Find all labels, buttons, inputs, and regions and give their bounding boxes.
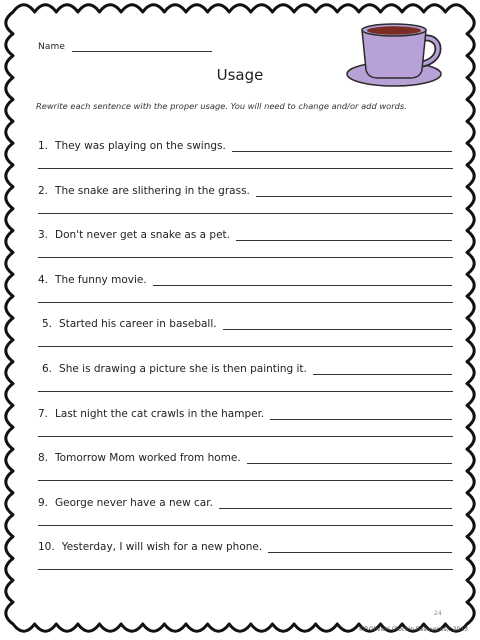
question-sentence: George never have a new car. bbox=[55, 496, 213, 509]
question-item bbox=[0, 183, 480, 223]
instructions: Rewrite each sentence with the proper usage. You will need to change and/or add words. bbox=[36, 101, 407, 111]
question-number: 8. bbox=[38, 452, 49, 465]
question-line bbox=[38, 406, 452, 420]
question-sentence: The funny movie. bbox=[55, 273, 147, 286]
question-line bbox=[38, 227, 452, 241]
answer-blank-line bbox=[223, 319, 452, 330]
name-field-row bbox=[38, 42, 212, 52]
question-item bbox=[0, 406, 480, 446]
answer-line-2 bbox=[38, 168, 453, 169]
question-number: 7. bbox=[38, 407, 49, 420]
question-item bbox=[0, 227, 480, 267]
answer-line-2 bbox=[38, 302, 453, 303]
answer-blank-line bbox=[256, 186, 452, 197]
question-sentence: She is drawing a picture she is then painting it. bbox=[59, 363, 307, 375]
question-item bbox=[0, 316, 480, 356]
answer-line-2 bbox=[38, 391, 453, 392]
name-blank-line bbox=[72, 43, 212, 52]
answer-blank-line bbox=[232, 141, 452, 152]
question-sentence: Tomorrow Mom worked from home. bbox=[55, 452, 241, 465]
copyright-notice: ©P.Olivieri (Rockin Resources), 2013 bbox=[358, 626, 468, 633]
answer-blank-line bbox=[219, 498, 452, 509]
question-line bbox=[38, 495, 452, 509]
question-sentence: Last night the cat crawls in the hamper. bbox=[55, 407, 265, 420]
answer-line-2 bbox=[38, 436, 453, 437]
answer-blank-line bbox=[247, 453, 452, 464]
question-item bbox=[0, 272, 480, 312]
question-line bbox=[38, 539, 452, 553]
question-item bbox=[0, 361, 480, 401]
answer-line-2 bbox=[38, 257, 453, 258]
question-sentence: Yesterday, I will wish for a new phone. bbox=[61, 541, 263, 554]
question-number: 1. bbox=[38, 140, 49, 152]
question-line bbox=[42, 361, 452, 375]
page-number: 24 bbox=[434, 610, 442, 617]
coffee-surface bbox=[367, 26, 421, 34]
question-line bbox=[42, 316, 452, 330]
answer-line-2 bbox=[38, 569, 453, 570]
answer-blank-line bbox=[236, 230, 452, 241]
answer-blank-line bbox=[268, 542, 452, 553]
answer-blank-line bbox=[270, 409, 452, 420]
question-item bbox=[0, 539, 480, 579]
question-item bbox=[0, 138, 480, 178]
name-label: Name bbox=[38, 42, 65, 52]
question-number: 2. bbox=[38, 184, 49, 197]
answer-line-2 bbox=[38, 213, 453, 214]
answer-blank-line bbox=[313, 364, 452, 375]
answer-line-2 bbox=[38, 346, 453, 347]
question-line bbox=[38, 183, 452, 197]
question-number: 10. bbox=[38, 541, 55, 554]
question-sentence: Don't never get a snake as a pet. bbox=[55, 229, 230, 242]
question-sentence: They was playing on the swings. bbox=[55, 140, 226, 152]
question-line bbox=[38, 272, 452, 286]
answer-blank-line bbox=[153, 275, 452, 286]
question-sentence: Started his career in baseball. bbox=[59, 318, 217, 331]
question-sentence: The snake are slithering in the grass. bbox=[55, 184, 250, 197]
question-line bbox=[38, 138, 452, 152]
question-number: 4. bbox=[38, 273, 49, 286]
question-item bbox=[0, 495, 480, 535]
question-number: 5. bbox=[42, 318, 53, 331]
answer-line-2 bbox=[38, 525, 453, 526]
page-title: Usage bbox=[216, 66, 264, 84]
question-item bbox=[0, 450, 480, 490]
question-number: 3. bbox=[38, 229, 49, 242]
answer-line-2 bbox=[38, 480, 453, 481]
question-line bbox=[38, 450, 452, 464]
question-number: 9. bbox=[38, 496, 49, 509]
question-number: 6. bbox=[42, 363, 53, 375]
